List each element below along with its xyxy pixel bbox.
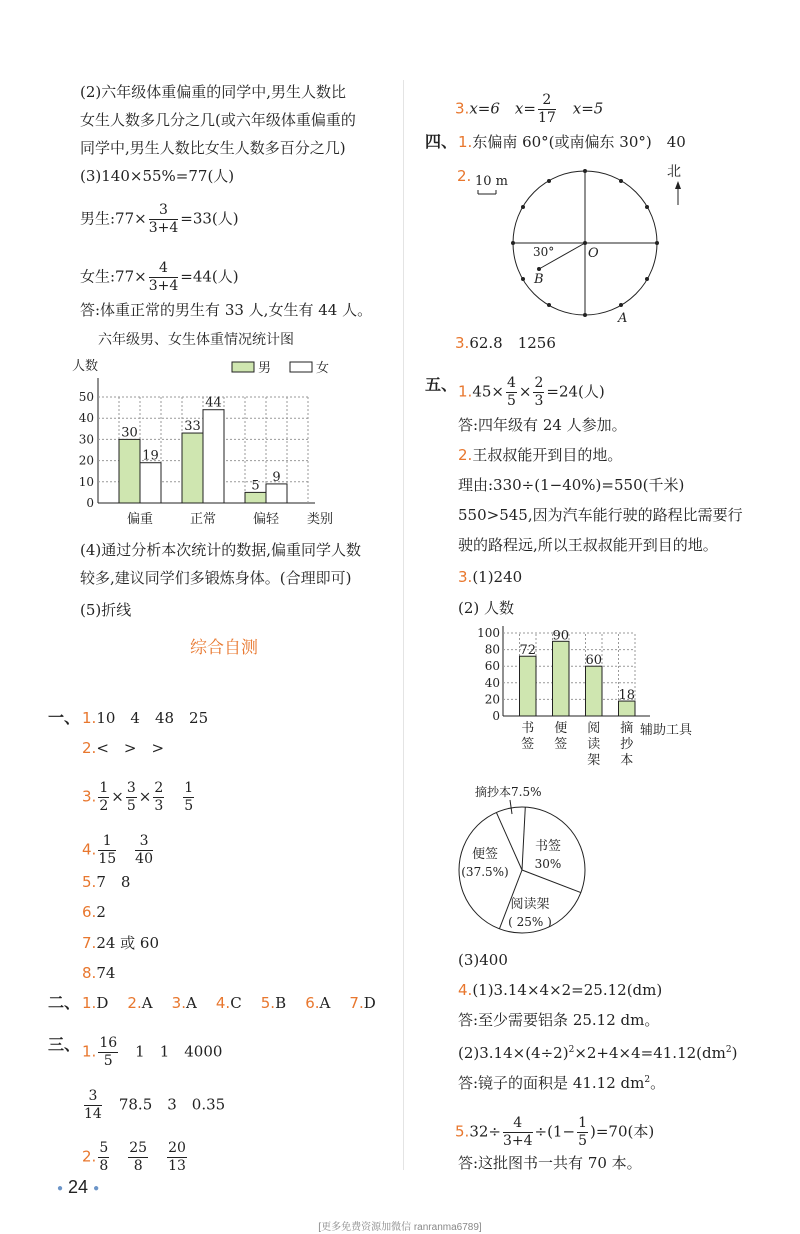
s5-q3-part3: (3)400 [458,951,508,969]
q2-line-3: 同学中,男生人数比女生人数多百分之几) [80,139,346,157]
q2-line-1: (2)六年级体重偏重的同学中,男生人数比 [80,83,347,101]
weight-bar-chart [70,350,370,530]
y-tick-label: 0 [492,709,500,723]
x-tick-label: 阅 [587,721,601,736]
x-axis-label: 类别 [306,512,334,527]
y-tick-label: 80 [484,642,500,657]
x-tick-label: 抄 [620,737,634,752]
legend-swatch-male [232,362,254,372]
y-tick-label: 20 [484,692,500,707]
bar [619,701,636,716]
boys-calc: 男生:77× $\frac{3}{3+4}$ =33(人) [80,202,239,236]
x-tick-label: 正常 [189,512,217,527]
point-a-label: A [618,311,628,325]
y-tick-label: 10 [78,474,94,489]
q5-line: (5)折线 [80,601,132,619]
angle-label: 30° [533,245,555,259]
y-tick-label: 30 [78,432,94,447]
s5-q5: 5.32÷ $\frac{4}{3+4}$ ÷(1− $\frac{1}{5}$ )=70(本) [455,1115,655,1149]
y-tick-label: 40 [78,411,94,426]
s1-item-7: 7.24 或 60 [82,934,160,952]
s3-item-1: 1. $\frac{16}{5}$ 1 1 4000 [82,1035,223,1069]
s3-q3: 3.x=6 x= $\frac{2}{17}$ x=5 [455,92,604,126]
s5-q2-line-4: 驶的路程远,所以王叔叔能开到目的地。 [458,536,718,554]
direction-diagram [470,165,690,325]
x-tick-label: 签 [554,737,568,752]
data-label: 5 [251,478,260,494]
data-label: 72 [519,643,537,659]
legend-label: 女 [316,361,330,376]
y-axis-label: 人数 [72,359,99,374]
data-label: 19 [142,448,159,464]
slice-label: 便签 [471,847,499,862]
y-tick-label: 60 [484,659,500,674]
s5-q1-answer: 答:四年级有 24 人参加。 [458,416,627,434]
x-tick-label: 偏轻 [252,512,280,527]
chart1-title: 六年级男、女生体重情况统计图 [98,332,294,348]
origin-label: O [588,246,599,261]
answer-line: 答:体重正常的男生有 33 人,女生有 44 人。 [80,301,373,319]
bar-男 [119,439,140,503]
s3-item-1b: $\frac{3}{14}$ 78.5 3 0.35 [84,1088,226,1122]
watermark: [更多免费资源加微信 ranranma6789] [318,1222,482,1233]
q2-line-2: 女生人数多几分之几(或六年级体重偏重的 [80,111,356,129]
tools-pie-chart [450,780,600,940]
q3-calc: (3)140×55%=77(人) [80,167,235,185]
data-label: 30 [121,425,138,441]
x-tick-label: 读 [587,737,601,752]
slice-percent: ( 25% ) [508,915,552,929]
x-tick-label: 本 [620,753,634,768]
bar [586,666,603,716]
s3-item-2: 2. $\frac{5}{8}$ $\frac{25}{8}$ $\frac{20}{13}$ [82,1140,186,1174]
s1-item-8: 8.74 [82,964,116,982]
section-1-label: 一、 [48,708,81,727]
bar-女 [140,463,161,503]
north-label: 北 [667,164,681,180]
s4-q3: 3.62.8 1256 [455,334,556,352]
bar-男 [182,433,203,503]
x-tick-label: 偏重 [126,512,154,527]
y-tick-label: 40 [484,675,500,690]
s1-item-5: 5.7 8 [82,873,131,891]
q4-line-1: (4)通过分析本次统计的数据,偏重同学人数 [80,541,362,559]
scale-label: 10 m [475,174,509,189]
slice-label: 书签 [534,839,562,854]
s4-q2-number: 2. [457,167,472,185]
data-label: 33 [184,419,201,435]
s5-q2-line-3: 550>545,因为汽车能行驶的路程比需要行 [458,506,743,524]
data-label: 18 [618,688,636,704]
s5-q4-line-3: $(2)3.14\times(4\div 2)^2\times 2+4\times 4=41.12(dm^2)$ [458,1044,738,1062]
s4-q1: 1.东偏南 60°(或南偏东 30°) 40 [458,133,686,151]
bar [520,656,537,716]
slice-percent: 30% [534,857,562,871]
legend-swatch-female [290,362,312,372]
s2-answers: 1.D 2.A 3.A 4.C 5.B 6.A 7.D [82,994,376,1012]
s5-q5-answer: 答:这批图书一共有 70 本。 [458,1154,642,1172]
girls-calc: 女生:77× $\frac{4}{3+4}$ =44(人) [80,260,239,294]
x-tick-label: 书 [521,721,535,736]
section-3-label: 三、 [48,1035,81,1054]
y-tick-label: 100 [477,626,500,640]
bar-女 [266,484,287,503]
section-5-label: 五、 [425,375,458,394]
data-label: 60 [585,653,603,669]
x-tick-label: 便 [554,721,568,736]
y-tick-label: 20 [78,453,94,468]
y-tick-label: 0 [86,496,94,510]
slice-percent: (37.5%) [461,865,509,879]
y-tick-label: 50 [78,390,94,404]
page-number: ● 24 ● [57,1177,100,1197]
column-divider [403,80,404,1170]
s1-item-6: 6.2 [82,903,106,921]
point-b-label: B [534,272,544,287]
s5-q3-part1: 3.(1)240 [458,568,523,586]
s5-q4-line-1: 4.(1)3.14×4×2=25.12(dm) [458,981,663,999]
legend-label: 男 [258,361,272,376]
s5-q3-part2: (2) 人数 [458,599,515,617]
data-label: 9 [272,469,281,485]
s5-q4-line-4: 答:镜子的面积是 41.12 $dm^2$。 [458,1074,666,1092]
bar-男 [245,492,266,503]
tools-bar-chart [470,618,720,778]
q4-line-2: 较多,建议同学们多锻炼身体。(合理即可) [80,569,352,587]
s5-q2-line-1: 2.王叔叔能开到目的地。 [458,446,623,464]
bar [553,641,570,716]
x-tick-label: 签 [521,737,535,752]
s1-item-3: 3. $\frac{1}{2}$ × $\frac{3}{5}$ × $\frac{2}{3}$ $\frac{1}{5}$ [82,780,194,814]
slice-label: 摘抄本7.5% [475,785,542,799]
s5-q2-line-2: 理由:330÷(1−40%)=550(千米) [458,476,685,494]
x-tick-label: 摘 [620,721,634,736]
section-title: 综合自测 [190,638,258,658]
s1-item-1: 1.10 4 48 25 [82,709,209,727]
bar-女 [203,410,224,503]
data-label: 44 [205,395,222,411]
data-label: 90 [552,628,570,644]
section-4-label: 四、 [425,132,458,151]
s1-item-4: 4. $\frac{1}{15}$ $\frac{3}{40}$ [82,833,153,867]
section-2-label: 二、 [48,993,81,1012]
s1-item-2: 2.< > > [82,739,165,757]
s5-q4-line-2: 答:至少需要铝条 25.12 dm。 [458,1011,660,1029]
x-axis-label: 辅助工具 [640,723,693,738]
s5-q1: 1.45× $\frac{4}{5}$ × $\frac{2}{3}$ =24(人) [458,375,605,409]
slice-label: 阅读架 [510,897,550,912]
x-tick-label: 架 [587,753,601,768]
